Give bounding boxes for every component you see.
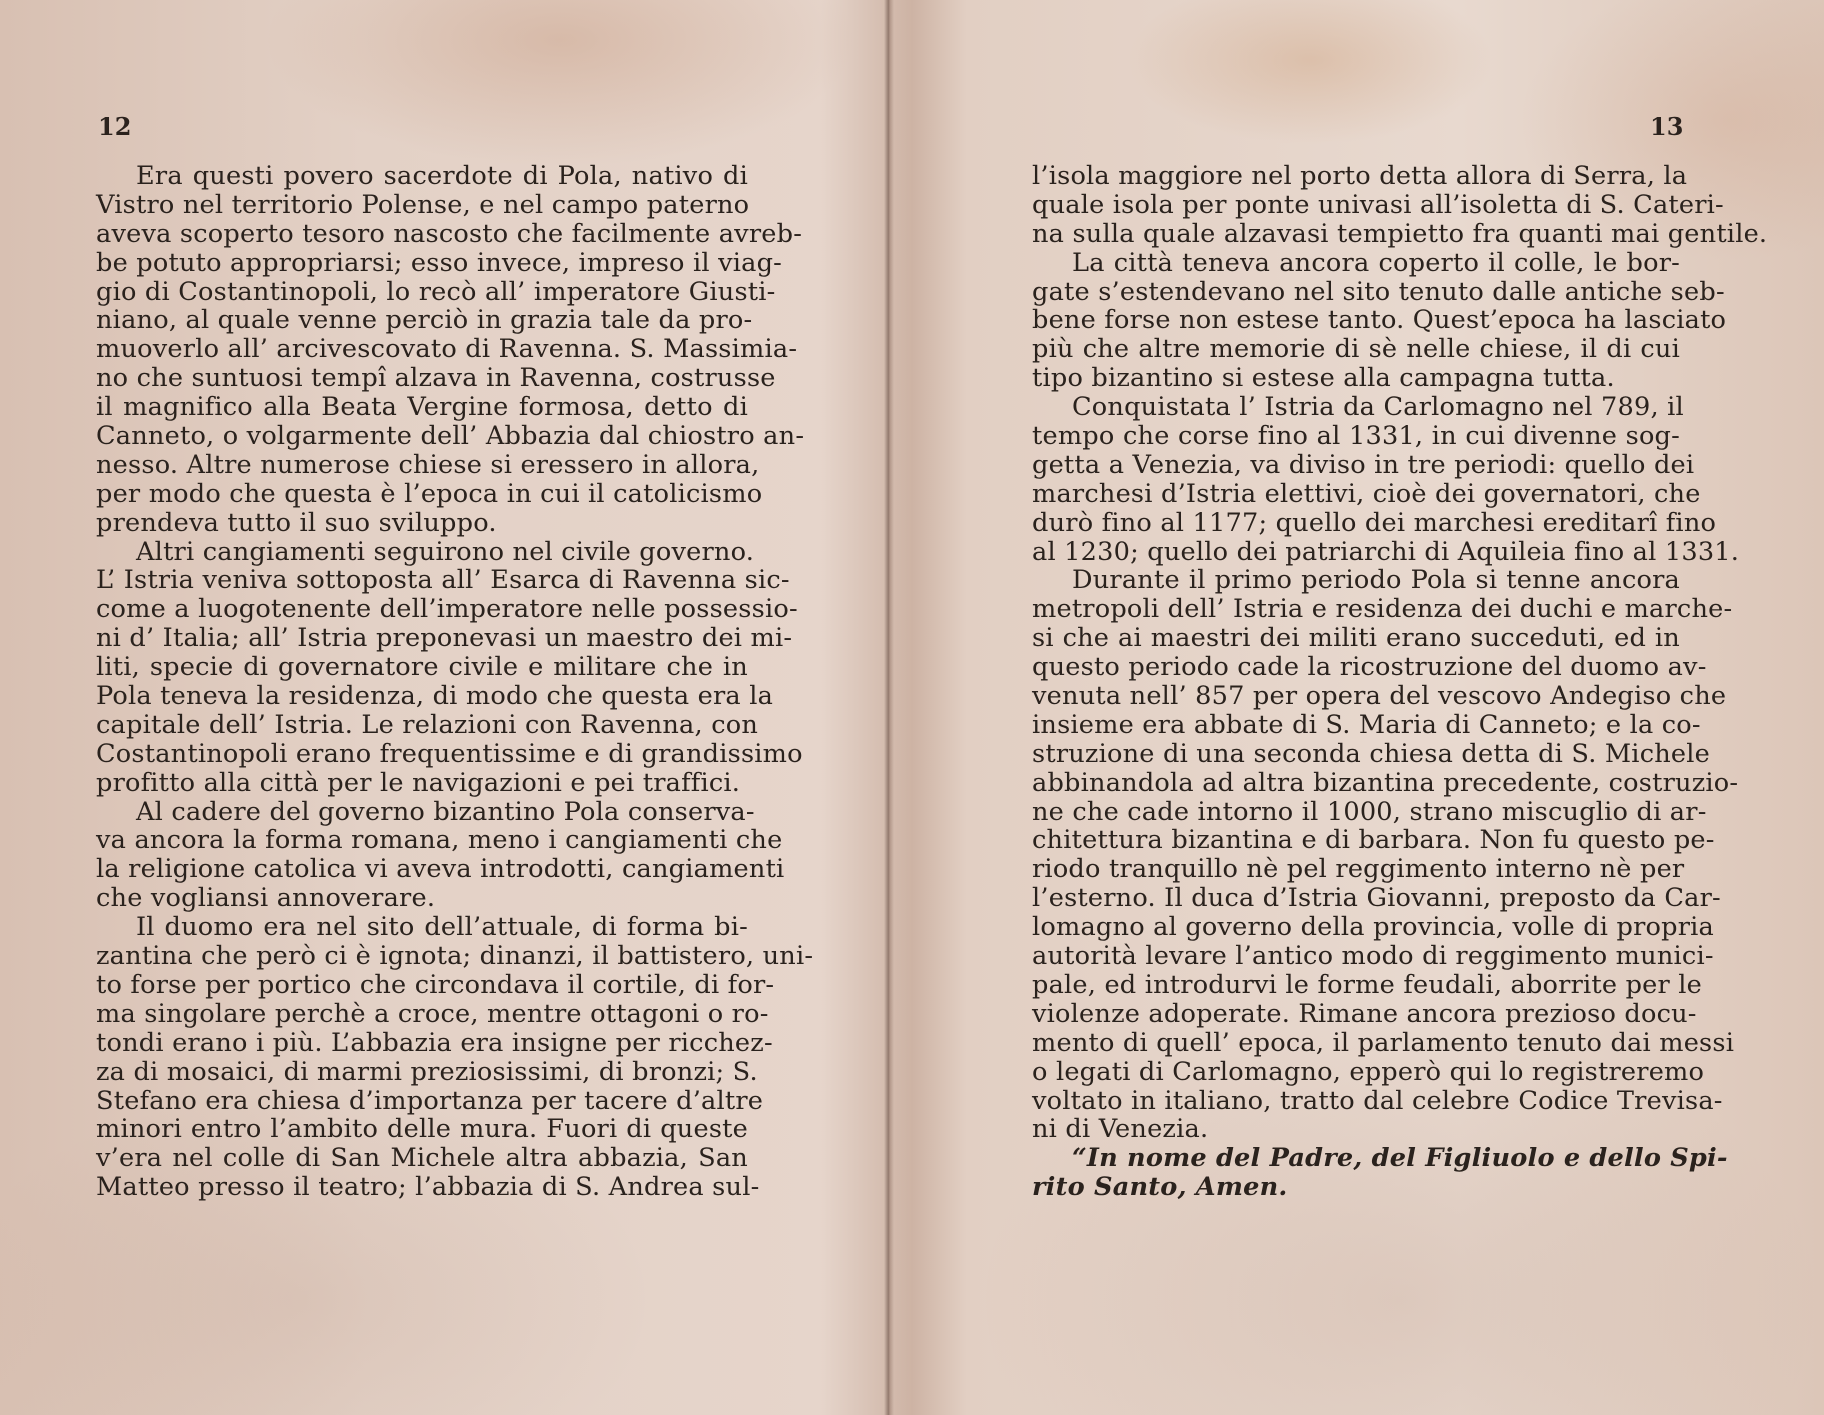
text-line: l’isola maggiore nel porto detta allora di Serra, la bbox=[1032, 161, 1688, 191]
text-line: niano, al quale venne perciò in grazia tale da pro- bbox=[96, 305, 753, 336]
text-line: si che ai maestri dei militi erano succeduti, ed in bbox=[1032, 623, 1680, 654]
text-line: rito Santo, Amen. bbox=[1032, 1172, 1288, 1203]
text-line: la religione catolica vi aveva introdotti, cangiamenti bbox=[96, 854, 785, 885]
text-line: v’era nel colle di San Michele altra abbazia, San bbox=[96, 1143, 748, 1174]
text-line: durò fino al 1177; quello dei marchesi ereditarî fino bbox=[1032, 507, 1717, 538]
text-line: lomagno al governo della provincia, volle di propria bbox=[1032, 912, 1714, 943]
text-line: tempo che corse fino al 1331, in cui divenne sog- bbox=[1032, 421, 1680, 452]
text-line: tipo bizantino si estese alla campagna tutta. bbox=[1032, 363, 1615, 394]
text-line: Era questi povero sacerdote di Pola, nativo di bbox=[136, 161, 748, 191]
text-line: Al cadere del governo bizantino Pola conserva- bbox=[136, 796, 755, 827]
text-line: Costantinopoli erano frequentissime e di grandissimo bbox=[96, 738, 803, 769]
text-line: l’esterno. Il duca d’Istria Giovanni, preposto da Car- bbox=[1032, 883, 1721, 914]
right-page bbox=[894, 0, 1824, 1415]
text-line: metropoli dell’ Istria e residenza dei duchi e marche- bbox=[1032, 594, 1733, 625]
text-line: voltato in italiano, tratto dal celebre Codice Trevisa- bbox=[1032, 1085, 1723, 1116]
text-line: L’ Istria veniva sottoposta all’ Esarca di Ravenna sic- bbox=[96, 565, 790, 596]
text-line: ne che cade intorno il 1000, strano miscuglio di ar- bbox=[1032, 796, 1707, 827]
page-number-right: 13 bbox=[1650, 112, 1684, 141]
text-line: va ancora la forma romana, meno i cangiamenti che bbox=[96, 825, 783, 856]
text-line: chitettura bizantina e di barbara. Non fu questo pe- bbox=[1032, 825, 1715, 856]
text-line: Stefano era chiesa d’importanza per tacere d’altre bbox=[96, 1085, 764, 1116]
text-line: Il duomo era nel sito dell’attuale, di forma bi- bbox=[136, 912, 748, 943]
text-line: tondi erano i più. L’abbazia era insigne per ricchez- bbox=[96, 1027, 773, 1058]
text-line: struzione di una seconda chiesa detta di S. Michele bbox=[1032, 738, 1710, 769]
text-line: che vogliansi annoverare. bbox=[96, 883, 436, 914]
text-line: violenze adoperate. Rimane ancora prezioso docu- bbox=[1032, 998, 1697, 1029]
text-line: profitto alla città per le navigazioni e pei traffici. bbox=[96, 767, 741, 798]
text-line: nesso. Altre numerose chiese si eressero in allora, bbox=[96, 449, 760, 480]
text-line: aveva scoperto tesoro nascosto che facilmente avreb- bbox=[96, 218, 803, 249]
text-line: Canneto, o volgarmente dell’ Abbazia dal chiostro an- bbox=[96, 421, 805, 452]
text-line: getta a Venezia, va diviso in tre periodi: quello dei bbox=[1032, 449, 1695, 480]
left-page bbox=[0, 0, 884, 1415]
text-line: Pola teneva la residenza, di modo che questa era la bbox=[96, 681, 774, 712]
text-line: Matteo presso il teatro; l’abbazia di S. Andrea sul- bbox=[96, 1172, 760, 1203]
page-number-left: 12 bbox=[98, 112, 132, 141]
text-line: to forse per portico che circondava il cortile, di for- bbox=[96, 969, 775, 1000]
text-line: più che altre memorie di sè nelle chiese, il di cui bbox=[1032, 334, 1680, 365]
text-line: Altri cangiamenti seguirono nel civile governo. bbox=[136, 536, 755, 567]
text-line: na sulla quale alzavasi tempietto fra quanti mai gentile. bbox=[1032, 218, 1768, 249]
book-gutter bbox=[884, 0, 894, 1415]
text-line: no che suntuosi tempî alzava in Ravenna, costrusse bbox=[96, 363, 776, 394]
text-line: La città teneva ancora coperto il colle, le bor- bbox=[1072, 247, 1680, 278]
text-line: venuta nell’ 857 per opera del vescovo Andegiso che bbox=[1032, 681, 1727, 712]
text-line: mento di quell’ epoca, il parlamento tenuto dai messi bbox=[1032, 1027, 1735, 1058]
text-line: “In nome del Padre, del Figliuolo e dello Spi- bbox=[1072, 1143, 1728, 1174]
text-line: capitale dell’ Istria. Le relazioni con Ravenna, con bbox=[96, 709, 759, 740]
text-line: prendeva tutto il suo sviluppo. bbox=[96, 507, 497, 538]
text-line: Durante il primo periodo Pola si tenne ancora bbox=[1072, 565, 1680, 596]
text-line: marchesi d’Istria elettivi, cioè dei governatori, che bbox=[1032, 478, 1701, 509]
text-line: zantina che però ci è ignota; dinanzi, il battistero, uni- bbox=[96, 941, 814, 972]
text-line: gate s’estendevano nel sito tenuto dalle antiche seb- bbox=[1032, 276, 1725, 307]
text-line: ma singolare perchè a croce, mentre ottagoni o ro- bbox=[96, 998, 769, 1029]
text-line: come a luogotenente dell’imperatore nelle possessio- bbox=[96, 594, 798, 625]
text-line: za di mosaici, di marmi preziosissimi, di bronzi; S. bbox=[96, 1056, 758, 1087]
text-line: Vistro nel territorio Polense, e nel campo paterno bbox=[96, 189, 750, 220]
text-line: quale isola per ponte univasi all’isoletta di S. Cateri- bbox=[1032, 189, 1724, 220]
text-line: liti, specie di governatore civile e militare che in bbox=[96, 652, 748, 683]
text-line: gio di Costantinopoli, lo recò all’ imperatore Giusti- bbox=[96, 276, 776, 307]
text-line: autorità levare l’antico modo di reggimento munici- bbox=[1032, 941, 1714, 972]
text-line: Conquistata l’ Istria da Carlomagno nel 789, il bbox=[1072, 392, 1684, 423]
text-line: o legati di Carlomagno, epperò qui lo registreremo bbox=[1032, 1056, 1705, 1087]
text-line: muoverlo all’ arcivescovato di Ravenna. S. Massimia- bbox=[96, 334, 798, 365]
text-line: il magnifico alla Beata Vergine formosa, detto di bbox=[96, 392, 748, 423]
text-line: abbinandola ad altra bizantina precedente, costruzio- bbox=[1032, 767, 1739, 798]
text-line: riodo tranquillo nè pel reggimento interno nè per bbox=[1032, 854, 1685, 885]
text-line: ni di Venezia. bbox=[1032, 1114, 1209, 1145]
right-page-text bbox=[1032, 161, 1768, 1203]
text-line: al 1230; quello dei patriarchi di Aquileia fino al 1331. bbox=[1032, 536, 1740, 567]
left-page-text bbox=[96, 161, 814, 1203]
text-line: insieme era abbate di S. Maria di Canneto; e la co- bbox=[1032, 709, 1701, 740]
text-line: pale, ed introdurvi le forme feudali, aborrite per le bbox=[1032, 969, 1703, 1000]
text-line: questo periodo cade la ricostruzione del duomo av- bbox=[1032, 652, 1707, 683]
text-line: be potuto appropriarsi; esso invece, impreso il viag- bbox=[96, 247, 783, 278]
text-line: minori entro l’ambito delle mura. Fuori di queste bbox=[96, 1114, 748, 1145]
text-line: bene forse non estese tanto. Quest’epoca ha lasciato bbox=[1032, 305, 1727, 336]
text-line: per modo che questa è l’epoca in cui il catolicismo bbox=[96, 478, 763, 509]
text-line: ni d’ Italia; all’ Istria preponevasi un maestro dei mi- bbox=[96, 623, 793, 654]
